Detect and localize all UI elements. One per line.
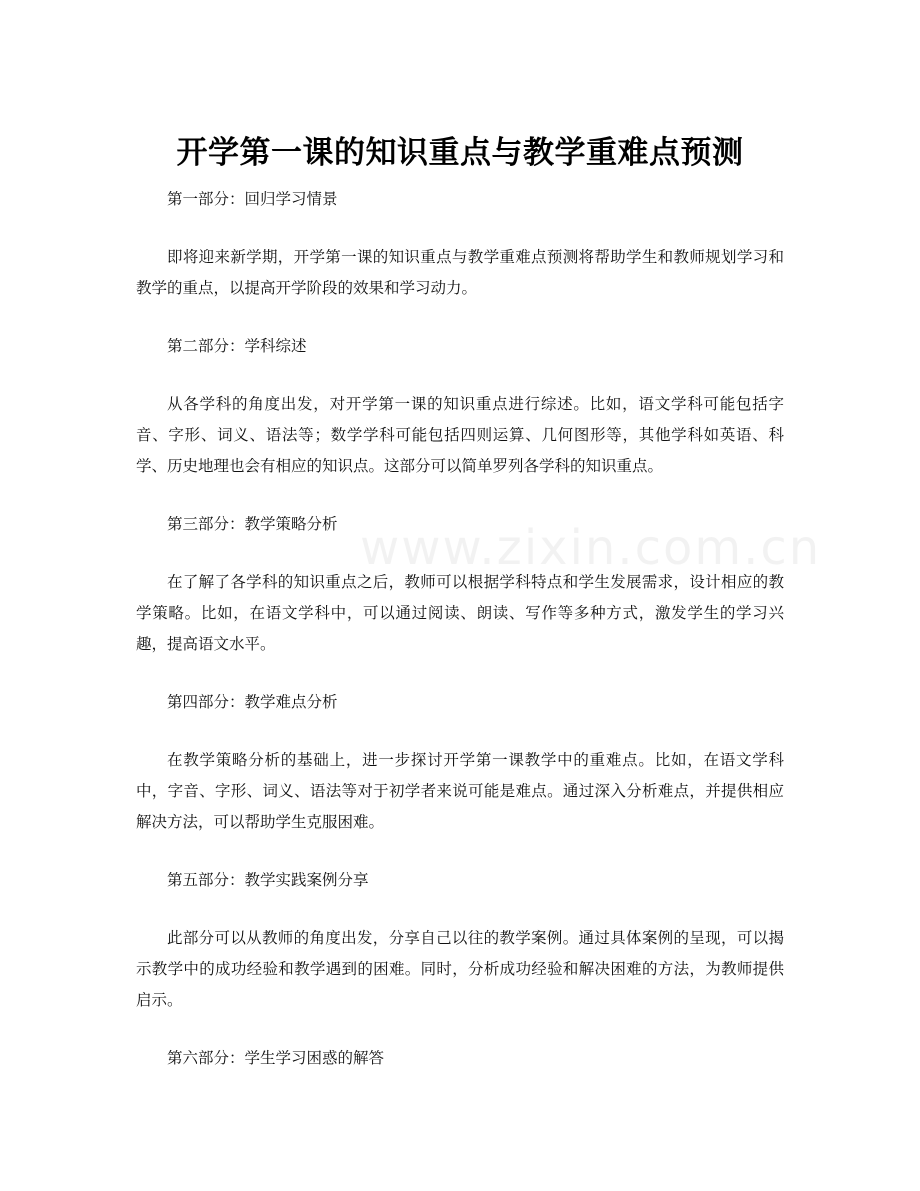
section-heading-4: 第四部分：教学难点分析 bbox=[167, 693, 338, 711]
section-heading-6: 第六部分：学生学习困惑的解答 bbox=[167, 1049, 385, 1067]
section-paragraph-1: 即将迎来新学期，开学第一课的知识重点与教学重难点预测将帮助学生和教师规划学习和教学的重点，以提高开学阶段的效果和学习动力。 bbox=[136, 248, 784, 297]
section-paragraph-4: 在教学策略分析的基础上，进一步探讨开学第一课教学中的重难点。比如，在语文学科中，字音、字形、词义、语法等对于初学者来说可能是难点。通过深入分析难点，并提供相应解决方法，可以帮助学生克服困难。 bbox=[136, 751, 784, 831]
section-heading-3: 第三部分：教学策略分析 bbox=[167, 515, 338, 533]
page-title: 开学第一课的知识重点与教学重难点预测 bbox=[176, 134, 744, 171]
section-heading-2: 第二部分：学科综述 bbox=[167, 337, 307, 355]
section-paragraph-5: 此部分可以从教师的角度出发，分享自己以往的教学案例。通过具体案例的呈现，可以揭示教学中的成功经验和教学遇到的困难。同时，分析成功经验和解决困难的方法，为教师提供启示。 bbox=[136, 929, 784, 1009]
section-paragraph-3: 在了解了各学科的知识重点之后，教师可以根据学科特点和学生发展需求，设计相应的教学策略。比如，在语文学科中，可以通过阅读、朗读、写作等多种方式，激发学生的学习兴趣，提高语文水平。 bbox=[136, 573, 784, 653]
section-paragraph-2: 从各学科的角度出发，对开学第一课的知识重点进行综述。比如，语文学科可能包括字音、字形、词义、语法等；数学学科可能包括四则运算、几何图形等，其他学科如英语、科学、历史地理也会有相应的知识点。这部分可以简单罗列各学科的知识重点。 bbox=[136, 395, 784, 475]
document-body bbox=[136, 184, 784, 1101]
section-heading-1: 第一部分：回归学习情景 bbox=[167, 190, 338, 208]
section-heading-5: 第五部分：教学实践案例分享 bbox=[167, 871, 369, 889]
watermark: www.zixin.com.cn bbox=[360, 520, 822, 576]
